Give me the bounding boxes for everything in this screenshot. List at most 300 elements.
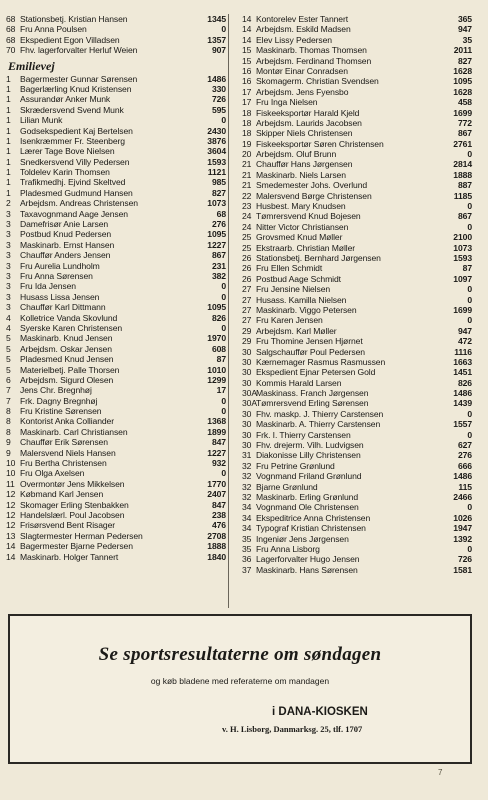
- resident-name: Postbud Aage Schmidt: [256, 273, 341, 284]
- resident-name: Fru Kristine Sørensen: [20, 406, 102, 417]
- resident-name: Damefrisør Anie Larsen: [20, 219, 109, 230]
- tax-value: 1095: [207, 302, 226, 313]
- list-item: [6, 500, 226, 510]
- list-item: [6, 427, 226, 437]
- list-item: [6, 333, 226, 343]
- tax-value: 985: [211, 177, 226, 188]
- house-number: 6: [6, 374, 11, 385]
- resident-name: Frk. I. Thierry Carstensen: [256, 429, 351, 440]
- tax-value: 867: [457, 211, 472, 222]
- resident-name: Fru Ida Jensen: [20, 281, 76, 292]
- resident-name: Elev Lissy Pedersen: [256, 34, 332, 45]
- list-item: [242, 471, 472, 481]
- resident-name: Husass Lissa Jensen: [20, 291, 100, 302]
- column-divider: [228, 14, 229, 608]
- tax-value: 1663: [453, 356, 472, 367]
- resident-name: Fru Inga Nielsen: [256, 97, 318, 108]
- house-number: 3: [6, 229, 11, 240]
- list-item: [6, 250, 226, 260]
- house-number: 68: [6, 34, 16, 45]
- list-item: [6, 437, 226, 447]
- tax-value: 1628: [453, 65, 472, 76]
- resident-name: Maskinarb. Carl Christiansen: [20, 426, 128, 437]
- tax-value: 847: [211, 437, 226, 448]
- house-number: 34: [242, 523, 252, 534]
- list-item: [6, 229, 226, 239]
- tax-value: 1392: [453, 533, 472, 544]
- list-item: [242, 76, 472, 86]
- house-number: 12: [6, 509, 16, 520]
- resident-name: Fhv. lagerforvalter Herluf Weien: [20, 45, 138, 56]
- house-number: 2: [6, 198, 11, 209]
- house-number: 36: [242, 554, 252, 565]
- house-number: 21: [242, 169, 252, 180]
- list-item: [6, 531, 226, 541]
- house-number: 7: [6, 395, 11, 406]
- tax-value: 1121: [207, 167, 226, 178]
- resident-name: Arbejdsm. Karl Møller: [256, 325, 337, 336]
- resident-name: Skipper Niels Christensen: [256, 128, 353, 139]
- tax-value: 68: [216, 208, 226, 219]
- tax-value: 0: [467, 149, 472, 160]
- house-number: 30: [242, 377, 252, 388]
- tax-value: 330: [211, 83, 226, 94]
- list-item: [6, 84, 226, 94]
- house-number: 8: [6, 406, 11, 417]
- house-number: 4: [6, 322, 11, 333]
- house-number: 3: [6, 219, 11, 230]
- resident-name: Diakonisse Lilly Christensen: [256, 450, 361, 461]
- house-number: 30: [242, 346, 252, 357]
- tax-value: 1486: [453, 388, 472, 399]
- resident-name: Maskinarb. A. Thierry Carstensen: [256, 419, 381, 430]
- list-item: [242, 326, 472, 336]
- house-number: 30: [242, 440, 252, 451]
- house-number: 18: [242, 117, 252, 128]
- tax-value: 17: [216, 385, 226, 396]
- house-number: 25: [242, 232, 252, 243]
- house-number: 25: [242, 242, 252, 253]
- house-number: 14: [242, 14, 252, 24]
- resident-name: Frk. Dagny Bregnhøj: [20, 395, 98, 406]
- house-number: 31: [242, 450, 252, 461]
- house-number: 1: [6, 177, 11, 188]
- house-number: 35: [242, 543, 252, 554]
- house-number: 30A: [242, 398, 257, 409]
- resident-name: Isenkræmmer Fr. Steenberg: [20, 135, 125, 146]
- house-number: 1: [6, 167, 11, 178]
- house-number: 27: [242, 315, 252, 326]
- resident-name: Chauffør Hans Jørgensen: [256, 159, 353, 170]
- tax-value: 2814: [453, 159, 472, 170]
- house-number: 9: [6, 447, 11, 458]
- list-item: [242, 450, 472, 460]
- resident-name: Fru Anna Poulsen: [20, 24, 87, 35]
- tax-value: 0: [221, 322, 226, 333]
- tax-value: 1699: [453, 107, 472, 118]
- tax-value: 1227: [207, 447, 226, 458]
- list-item: [6, 510, 226, 520]
- tax-value: 231: [211, 260, 226, 271]
- list-item: [6, 45, 226, 55]
- resident-name: Arbejdsm. Oskar Jensen: [20, 343, 112, 354]
- list-item: [242, 139, 472, 149]
- resident-name: Skomagerm. Christian Svendsen: [256, 76, 379, 87]
- resident-name: Lagerforvalter Hugo Jensen: [256, 554, 360, 565]
- house-number: 1: [6, 146, 11, 157]
- resident-name: Chauffør Anders Jensen: [20, 250, 111, 261]
- resident-name: Kolletrice Vanda Skovlund: [20, 312, 118, 323]
- list-item: [6, 479, 226, 489]
- resident-name: Ekstraarb. Christian Møller: [256, 242, 356, 253]
- resident-name: Chauffør Erik Sørensen: [20, 437, 108, 448]
- tax-value: 1227: [207, 239, 226, 250]
- resident-name: Typograf Kristian Christensen: [256, 523, 366, 534]
- resident-name: Chauffør Karl Dittmann: [20, 302, 106, 313]
- house-number: 4: [6, 312, 11, 323]
- list-item: [6, 385, 226, 395]
- list-item: [242, 347, 472, 357]
- tax-value: 1770: [207, 478, 226, 489]
- house-number: 18: [242, 128, 252, 139]
- tax-value: 0: [467, 502, 472, 513]
- list-item: [242, 419, 472, 429]
- house-number: 18: [242, 107, 252, 118]
- house-number: 1: [6, 115, 11, 126]
- house-number: 70: [6, 45, 16, 56]
- list-item: [242, 191, 472, 201]
- list-item: [6, 396, 226, 406]
- house-number: 30: [242, 367, 252, 378]
- tax-value: 0: [467, 408, 472, 419]
- house-number: 29: [242, 336, 252, 347]
- tax-value: 87: [462, 263, 472, 274]
- tax-value: 365: [457, 14, 472, 24]
- tax-value: 1888: [453, 169, 472, 180]
- tax-value: 1451: [453, 367, 472, 378]
- tax-value: 595: [211, 104, 226, 115]
- house-number: 27: [242, 284, 252, 295]
- house-number: 20: [242, 149, 252, 160]
- resident-name: Overmontør Jens Mikkelsen: [20, 478, 125, 489]
- list-item: [242, 284, 472, 294]
- list-item: [6, 167, 226, 177]
- tax-value: 476: [211, 520, 226, 531]
- house-number: 1: [6, 73, 11, 84]
- resident-name: Vognmand Ole Christensen: [256, 502, 359, 513]
- resident-name: Stationsbetj. Kristian Hansen: [20, 14, 128, 24]
- tax-value: 0: [221, 115, 226, 126]
- list-item: [242, 45, 472, 55]
- house-number: 35: [242, 533, 252, 544]
- tax-value: 0: [221, 406, 226, 417]
- list-item: [242, 87, 472, 97]
- tax-value: 276: [211, 219, 226, 230]
- house-number: 12: [6, 489, 16, 500]
- house-number: 12: [6, 499, 16, 510]
- house-number: 12: [6, 520, 16, 531]
- house-number: 26: [242, 273, 252, 284]
- resident-name: Husbest. Mary Knudsen: [256, 201, 346, 212]
- tax-value: 826: [211, 312, 226, 323]
- list-item: [242, 128, 472, 138]
- list-item: [6, 115, 226, 125]
- house-number: 22: [242, 190, 252, 201]
- resident-name: Arbejdsm. Oluf Brunn: [256, 149, 337, 160]
- house-number: 32: [242, 471, 252, 482]
- house-number: 17: [242, 97, 252, 108]
- resident-name: Nitter Victor Christiansen: [256, 221, 349, 232]
- tax-value: 887: [457, 180, 472, 191]
- tax-value: 1557: [453, 419, 472, 430]
- list-item: [6, 261, 226, 271]
- list-item: [242, 211, 472, 221]
- resident-name: Malersvend Niels Hansen: [20, 447, 116, 458]
- resident-name: Fru Anna Lisborg: [256, 543, 320, 554]
- house-number: 5: [6, 354, 11, 365]
- resident-name: Skrædersvend Svend Munk: [20, 104, 124, 115]
- house-number: 14: [242, 24, 252, 35]
- tax-value: 238: [211, 509, 226, 520]
- tax-value: 1185: [453, 190, 472, 201]
- list-item: [6, 146, 226, 156]
- tax-value: 1097: [453, 273, 472, 284]
- list-item: [242, 24, 472, 34]
- resident-name: Arbejdsm. Andreas Christensen: [20, 198, 138, 209]
- resident-name: Pladesmed Knud Jensen: [20, 354, 114, 365]
- house-number: 3: [6, 260, 11, 271]
- list-item: [242, 97, 472, 107]
- house-number: 68: [6, 24, 16, 35]
- tax-value: 0: [467, 201, 472, 212]
- list-item: [6, 209, 226, 219]
- tax-value: 2407: [207, 489, 226, 500]
- tax-value: 1010: [207, 364, 226, 375]
- list-item: [6, 406, 226, 416]
- list-item: [6, 448, 226, 458]
- list-item: [6, 302, 226, 312]
- tax-value: 382: [211, 270, 226, 281]
- tax-value: 3604: [207, 146, 226, 157]
- ad-headline: Se sportsresultaterne om søndagen: [98, 644, 382, 665]
- resident-name: Fiskeeksportør Harald Kjeld: [256, 107, 360, 118]
- resident-name: Lilian Munk: [20, 115, 63, 126]
- resident-name: Trafikmedhj. Ejvind Skeltved: [20, 177, 126, 188]
- house-number: 32: [242, 491, 252, 502]
- tax-value: 472: [457, 336, 472, 347]
- tax-value: 2011: [453, 45, 472, 56]
- house-number: 30: [242, 419, 252, 430]
- list-item: [6, 354, 226, 364]
- resident-name: Assurandør Anker Munk: [20, 94, 111, 105]
- resident-name: Arbejdsm. Sigurd Olesen: [20, 374, 114, 385]
- resident-name: Grovsmed Knud Møller: [256, 232, 343, 243]
- resident-name: Maskinarb. Ernst Hansen: [20, 239, 115, 250]
- house-number: 3: [6, 270, 11, 281]
- list-item: [242, 492, 472, 502]
- house-number: 5: [6, 343, 11, 354]
- resident-name: Fru Jensine Nielsen: [256, 284, 331, 295]
- resident-name: Maskinarb. Thomas Thomsen: [256, 45, 367, 56]
- tax-value: 1439: [453, 398, 472, 409]
- resident-name: Maskinarb. Knud Jensen: [20, 333, 113, 344]
- list-item: [242, 305, 472, 315]
- house-number: 1: [6, 187, 11, 198]
- tax-value: 1947: [453, 523, 472, 534]
- tax-value: 1095: [453, 76, 472, 87]
- list-item: [6, 458, 226, 468]
- tax-value: 3876: [207, 135, 226, 146]
- list-item: [242, 565, 472, 575]
- list-item: [242, 263, 472, 273]
- house-number: 10: [6, 468, 16, 479]
- house-number: 30A: [242, 388, 257, 399]
- tax-value: 907: [211, 45, 226, 56]
- tax-value: 1299: [207, 374, 226, 385]
- list-item: [242, 482, 472, 492]
- list-item: [6, 541, 226, 551]
- left-top-rows: [6, 14, 226, 56]
- tax-value: 847: [211, 499, 226, 510]
- resident-name: Materielbetj. Palle Thorsen: [20, 364, 120, 375]
- list-item: [6, 24, 226, 34]
- resident-name: Fhv. drejerm. Vilh. Ludvigsen: [256, 440, 364, 451]
- house-number: 68: [6, 14, 16, 24]
- list-item: [6, 126, 226, 136]
- list-item: [242, 232, 472, 242]
- tax-value: 0: [221, 24, 226, 35]
- page-mark: 7: [438, 768, 443, 777]
- house-number: 1: [6, 83, 11, 94]
- tax-value: 826: [457, 377, 472, 388]
- tax-value: 1073: [453, 242, 472, 253]
- house-number: 1: [6, 104, 11, 115]
- house-number: 19: [242, 138, 252, 149]
- house-number: 3: [6, 208, 11, 219]
- house-number: 30: [242, 356, 252, 367]
- list-item: [6, 552, 226, 562]
- list-item: [242, 180, 472, 190]
- list-item: [242, 388, 472, 398]
- resident-name: Købmand Karl Jensen: [20, 489, 104, 500]
- house-number: 3: [6, 239, 11, 250]
- resident-name: Arbejdsm. Jens Fyensbo: [256, 86, 349, 97]
- list-item: [242, 56, 472, 66]
- tax-value: 1888: [207, 541, 226, 552]
- list-item: [6, 94, 226, 104]
- tax-value: 2466: [453, 491, 472, 502]
- house-number: 27: [242, 304, 252, 315]
- tax-value: 627: [457, 440, 472, 451]
- list-item: [6, 198, 226, 208]
- resident-name: Fiskeeksportør Søren Christensen: [256, 138, 384, 149]
- list-item: [242, 243, 472, 253]
- tax-value: 1840: [207, 551, 226, 562]
- resident-name: Ingeniør Jens Jørgensen: [256, 533, 349, 544]
- resident-name: Maskinarb. Viggo Petersen: [256, 304, 357, 315]
- tax-value: 947: [457, 24, 472, 35]
- resident-name: Fru Olga Axelsen: [20, 468, 85, 479]
- resident-name: Bagermester Bjarne Pedersen: [20, 541, 133, 552]
- list-item: [242, 367, 472, 377]
- house-number: 11: [6, 478, 15, 489]
- list-item: [242, 118, 472, 128]
- tax-value: 726: [457, 554, 472, 565]
- list-item: [6, 416, 226, 426]
- street-rows: [6, 74, 226, 562]
- tax-value: 608: [211, 343, 226, 354]
- resident-name: Salgschauffør Poul Pedersen: [256, 346, 365, 357]
- resident-name: Slagtermester Herman Pedersen: [20, 530, 143, 541]
- list-item: [242, 544, 472, 554]
- house-number: 17: [242, 86, 252, 97]
- house-number: 14: [6, 541, 16, 552]
- tax-value: 115: [458, 481, 472, 492]
- list-item: [242, 295, 472, 305]
- tax-value: 0: [467, 543, 472, 554]
- tax-value: 726: [211, 94, 226, 105]
- resident-name: Syerske Karen Christensen: [20, 322, 123, 333]
- tax-value: 1116: [454, 346, 472, 357]
- resident-name: Maskinarb. Niels Larsen: [256, 169, 346, 180]
- resident-name: Smedemester Johs. Overlund: [256, 180, 368, 191]
- tax-value: 1899: [207, 426, 226, 437]
- resident-name: Kommis Harald Larsen: [256, 377, 342, 388]
- tax-value: 2761: [453, 138, 472, 149]
- house-number: 29: [242, 325, 252, 336]
- tax-value: 1073: [207, 198, 226, 209]
- ad-address: v. H. Lisborg, Danmarksg. 25, tlf. 1707: [222, 724, 363, 734]
- tax-value: 0: [467, 315, 472, 326]
- list-item: [242, 14, 472, 24]
- house-number: 1: [6, 94, 11, 105]
- list-item: [6, 188, 226, 198]
- list-item: [6, 344, 226, 354]
- house-number: 14: [242, 34, 252, 45]
- resident-name: Ekspedient Ejnar Petersen Gold: [256, 367, 376, 378]
- tax-value: 87: [216, 354, 226, 365]
- house-number: 30: [242, 429, 252, 440]
- left-column: [6, 14, 226, 562]
- list-item: [242, 398, 472, 408]
- list-item: [242, 523, 472, 533]
- tax-value: 2708: [207, 530, 226, 541]
- house-number: 21: [242, 159, 252, 170]
- resident-name: Ekspeditrice Anna Christensen: [256, 512, 371, 523]
- list-item: [242, 409, 472, 419]
- list-item: [242, 502, 472, 512]
- tax-value: 1486: [453, 471, 472, 482]
- house-number: 8: [6, 426, 11, 437]
- list-item: [242, 357, 472, 367]
- resident-name: Jens Chr. Bregnhøj: [20, 385, 92, 396]
- list-item: [242, 315, 472, 325]
- resident-name: Fru Bertha Christensen: [20, 458, 107, 469]
- resident-name: Lærer Tage Bove Nielsen: [20, 146, 115, 157]
- list-item: [6, 240, 226, 250]
- tax-value: 0: [467, 221, 472, 232]
- tax-value: 666: [457, 460, 472, 471]
- house-number: 16: [242, 76, 252, 87]
- resident-name: Arbejdsm. Laurids Jacobsen: [256, 117, 362, 128]
- list-item: [242, 534, 472, 544]
- tax-value: 0: [467, 294, 472, 305]
- resident-name: Bagermester Gunnar Sørensen: [20, 73, 138, 84]
- tax-value: 0: [467, 284, 472, 295]
- tax-value: 1095: [207, 229, 226, 240]
- list-item: [6, 74, 226, 84]
- tax-value: 827: [211, 187, 226, 198]
